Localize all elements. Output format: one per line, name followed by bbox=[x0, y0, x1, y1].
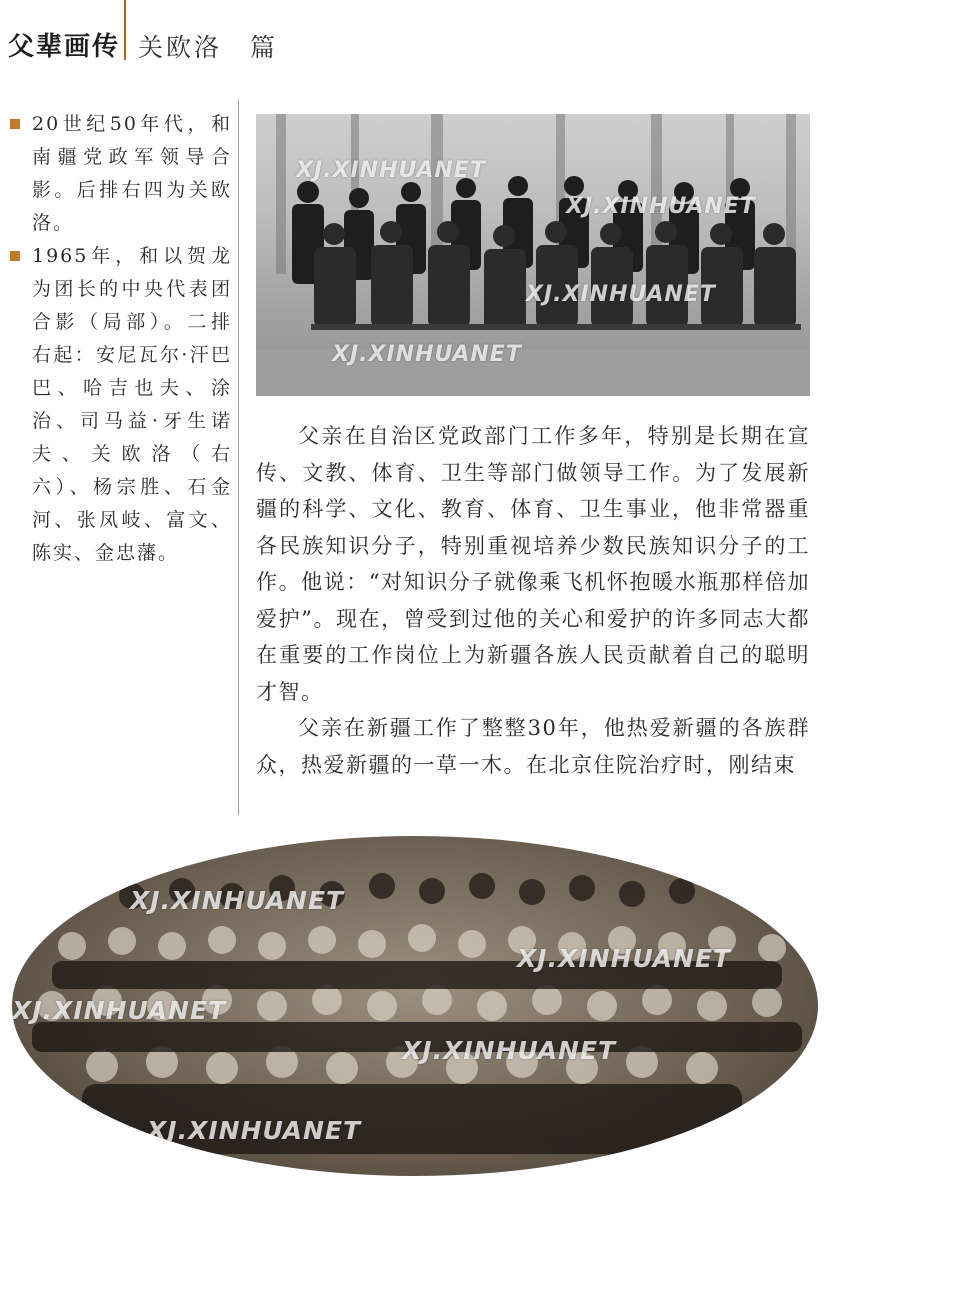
series-title: 父辈画传 bbox=[8, 32, 121, 62]
watermark: XJ.XINHUANET bbox=[566, 194, 756, 219]
caption-text: 20世纪50年代，和南疆党政军领导合影。后排右四为关欧洛。 bbox=[32, 113, 232, 234]
photo-captions bbox=[8, 108, 232, 570]
caption-top-photo bbox=[8, 108, 232, 240]
chapter-title: 关欧洛 篇 bbox=[138, 33, 279, 62]
body-paragraph: 父亲在自治区党政部门工作多年，特别是长期在宣传、文教、体育、卫生等部门做领导工作。为了发展新疆的科学、文化、教育、体育、卫生事业，他非常器重各民族知识分子，特别重视培养少数民族知识分子的工作。他说：“对知识分子就像乘飞机怀抱暖水瓶那样倍加爱护”。现在，曾受到过他的关心和爱护的许多同志大都在重要的工作岗位上为新疆各族人民贡献着自己的聪明才智。 bbox=[256, 424, 810, 704]
watermark: XJ.XINHUANET bbox=[12, 996, 227, 1025]
page-header bbox=[0, 0, 963, 80]
article-body bbox=[256, 418, 810, 783]
sidebar-divider bbox=[238, 100, 239, 815]
group-photo-southern-xinjiang bbox=[256, 114, 810, 396]
watermark: XJ.XINHUANET bbox=[517, 944, 732, 973]
watermark: XJ.XINHUANET bbox=[130, 886, 345, 915]
square-bullet-icon bbox=[10, 251, 20, 261]
caption-text: 1965年，和以贺龙为团长的中央代表团合影（局部）。二排右起：安尼瓦尔·汗巴巴、哈吉也夫、涂治、司马益·牙生诺夫、关欧洛（右六）、杨宗胜、石金河、张凤岐、富文、陈实、金忠藩。 bbox=[32, 245, 232, 564]
body-paragraph: 父亲在新疆工作了整整30年，他热爱新疆的各族群众，热爱新疆的一草一木。在北京住院治疗时，刚结束 bbox=[256, 716, 810, 777]
header-divider bbox=[124, 0, 126, 60]
watermark: XJ.XINHUANET bbox=[147, 1116, 362, 1145]
square-bullet-icon bbox=[10, 119, 20, 129]
watermark: XJ.XINHUANET bbox=[402, 1036, 617, 1065]
watermark: XJ.XINHUANET bbox=[296, 158, 486, 183]
watermark: XJ.XINHUANET bbox=[332, 342, 522, 367]
group-photo-central-delegation bbox=[12, 836, 818, 1176]
watermark: XJ.XINHUANET bbox=[526, 282, 716, 307]
caption-bottom-photo bbox=[8, 240, 232, 570]
